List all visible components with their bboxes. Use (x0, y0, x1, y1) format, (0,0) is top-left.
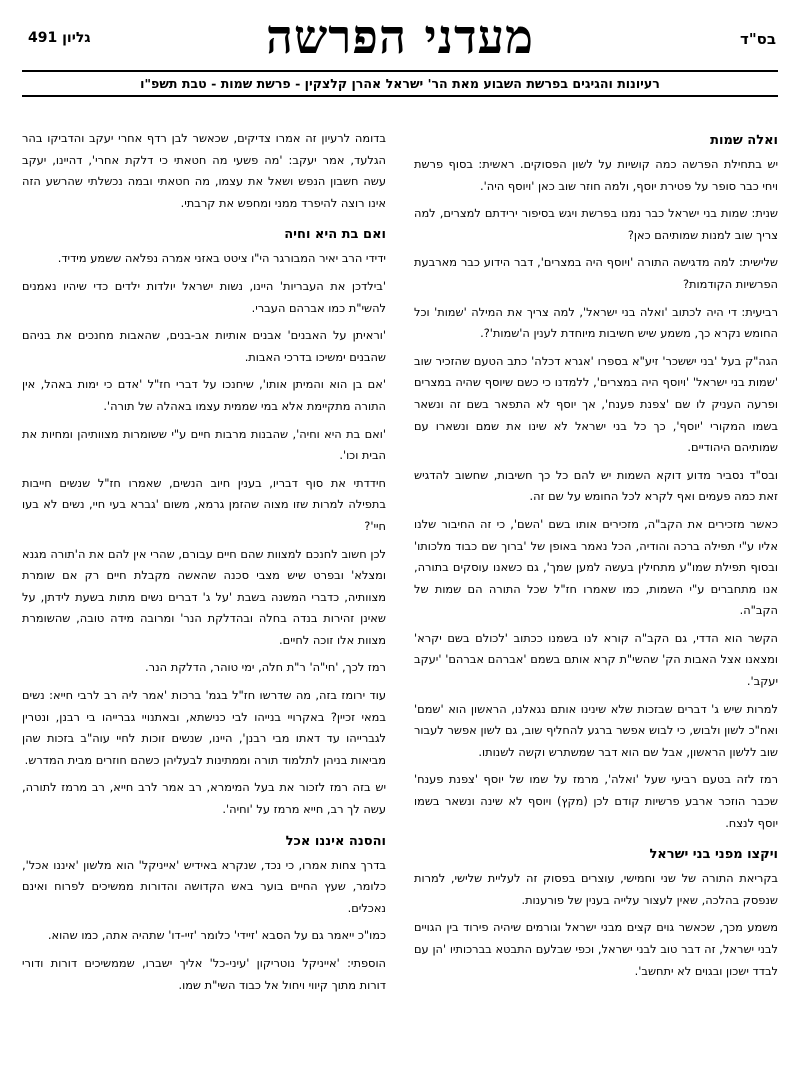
paragraph: 'וראיתן על האבנים' אבנים אותיות אב-בנים, שהאבות מחנכים את בניהם שהבנים ימשיכו בדרכי האבות. (22, 328, 386, 364)
paragraph: הקשר הוא הדדי, גם הקב"ה קורא לנו בשמנו ככתוב 'לכולם בשם יקרא' ומצאנו אצל האבות הק' שהשי"ת קרא אותם בשמם 'אברהם אברהם' 'יעקב יעקב'. (414, 630, 778, 689)
paragraph: עוד ירומז בזה, מה שדרשו חז"ל בגמ' ברכות 'אמר ליה רב לרבי חייא: נשים במאי זכיין? באקרויי בנייהו לבי כנישתא, ובאתנויי גברייהו בי רבנן, ונטרין לגברייהו עד דאתו מבי רבנן', היינו, שנשים זוכות לחיי עוה"ב בזכות שהן מביאות בניהן לתלמוד תורה וממתינות לבעליהן כשהם חוזרים מבית המדרש. (22, 688, 386, 767)
paragraph: ובס"ד נסביר מדוע דוקא השמות יש להם כל כך חשיבות, שחשוב להדגיש זאת כמה פעמים ואף לקרא לכל החומש על שם זה. (414, 467, 778, 504)
paragraph: לכן חשוב לחנכם למצוות שהם חיים עבורם, שהרי אין להם את ה'תורה מגנא ומצלא' ובפרט שיש מצבי סכנה שהאשה מקבלת חיים רק אם שומרת מצוותיה, כדברי המשנה בשבת 'על ג' דברים נשים מתות בשעת לידתן, על שאינן זהירות בנדה בחלה ובהדלקת הנר' ומרובה מידה טובה, שהשומרת מצוות אלו זוכה לחיים. (22, 546, 386, 647)
paragraph: כמו"כ ייאמר גם על הסבא 'זיידי' כלומר 'זיי-דו' שתהיה אתה, כמו שהוא. (47, 928, 386, 943)
right-column (414, 128, 778, 1079)
paragraph: שנית: שמות בני ישראל כבר נמנו בפרשת ויגש בסיפור ירידתם למצרים, למה צריך שוב למנות שמותיהם כאן? (414, 206, 778, 242)
paragraph: שלישית: למה מדגישה התורה 'ויוסף היה במצרים', דבר הידוע כבר מארבעת הפרשיות הקודמות? (414, 255, 778, 291)
paragraph: רמז לזה בטעם רביעי שעל 'ואלה', מרמז על שמו של יוסף 'צפנת פענח' שכבר הוזכר ארבע פרשיות קודם לכן (מקץ) ויוסף לא שינה ונשאר בשמו יוסף לנצח. (414, 772, 778, 830)
paragraph: הוספתי: 'אייניקל נוטריקון 'עיני-כל' אליך ישברו, שממשיכים דורות ודורי דורות מתוך קיווי ויחול אל כבוד השי"ת שמו. (22, 956, 386, 992)
paragraph: כאשר מזכירים את הקב"ה, מזכירים אותו בשם 'השם', כי זה החיבור שלנו אליו ע"י תפילה ברכה והודיה, הכל נאמר באופן של 'ברוך שם כבוד מלכותו' ובסוף תפילת שמו"ע מתחילין בעשה למען שמך', גם כשאנו עוסקים בתורה, אנו מתחברים ע"י השמות, כמו שאמרו חז"ל שכל התורה הם שמות של הקב"ה. (414, 516, 778, 618)
paragraph: הגה"ק בעל 'בני יששכר' זיע"א בספרו 'אגרא דכלה' כתב הטעם שהזכיר שוב 'שמות בני ישראל' 'ויוסף היה במצרים', ללמדנו כי כשם שיוסף שהיה במצרים ופרעה העניק לו שם 'צפנת פענח', אך יוסף לא התפאר בשם זה ונשאר בשמו המקורי 'יוסף', כך כל בני ישראל לא שינו את שמם ונשארו עם שמותיהם היהודיים. (414, 353, 778, 455)
paragraph: רביעית: די היה לכתוב 'ואלה בני ישראל', למה צריך את המילה 'שמות' וכל החומש נקרא כך, משמע שיש חשיבות מיוחדת לענין ה'שמות'?. (414, 304, 778, 341)
paragraph: חידדתי את סוף דבריו, בענין חיוב הנשים, שאמרו חז"ל שנשים חייבות בתפילה למרות שזו מצוה שהזמן גרמא, משום 'גברא בעי חיי, נשים לא בעו חיי'? (22, 475, 386, 533)
paragraph: בדרך צחות אמרו, כי נכד, שנקרא באידיש 'אייניקל' הוא מלשון 'איננו אכל', כלומר, שעץ החיים בוער באש הקדושה והדורות ממשיכים לפרוח ואינם נאכלים. (22, 857, 386, 915)
newsletter-title: מעדני הפרשה (265, 10, 535, 65)
section-heading: והסנה איננו אכל (285, 833, 386, 849)
section-heading: ואלה שמות (710, 133, 778, 148)
article-columns (22, 128, 778, 1079)
section-heading: ויקצו מפני בני ישראל (649, 847, 778, 863)
issue-number: גליון 491 (28, 30, 91, 46)
subtitle-bar: רעיונות והגיגים בפרשת השבוע מאת הר' ישראל אהרן קלצקין - פרשת שמות - טבת תשפ"ו (22, 70, 778, 97)
paragraph: 'אם בן הוא והמיתן אותו', שיחנכו על דברי חז"ל 'אדם כי ימות באהל, אין התורה מתקיימת אלא במי שממית עצמו באהלה של תורה'. (22, 377, 386, 413)
section-heading: ואם בת היא וחיה (284, 227, 386, 243)
paragraph: ידידי הרב יאיר המבורגר הי"ו ציטט באזני אמרה נפלאה ששמע מידיד. (57, 251, 386, 266)
paragraph: למרות שיש ג' דברים שבזכות שלא שינינו אותם נגאלנו, הראשון הוא 'שמם' ואח"כ לשון ולבוש, כי לבוש אפשר ברגע להחליף שוב, גם לשון אפשר לעבור שוב ללשון הראשון, אבל שם הוא דבר שמשתרש וקשה לשנותו. (414, 701, 778, 759)
paragraph: יש בזה רמז לזכור את בעל המימרא, רב אמר לרב חייא, רב מרמז לתורה, עשה לך רב, חייא מרמז על 'וחיה'. (22, 780, 386, 817)
paragraph: בדומה לרעיון זה אמרו צדיקים, שכאשר לבן רדף אחרי יעקב והדביקו בהר הגלעד, אמר יעקב: 'מה פשעי מה חטאתי כי דלקת אחרי', דהיינו, יעקב עשה חשבון הנפש ושאל את עצמו, מה חטאתי ובמה נכשלתי שהרשע הזה אינו רוצה להיפרד ממני ומחפש את קרבתי. (22, 131, 386, 210)
paragraph: יש בתחילת הפרשה כמה קושיות על לשון הפסוקים. ראשית: בסוף פרשת ויחי כבר סופר על פטירת יוסף, ולמה חוזר שוב כאן 'ויוסף היה'. (414, 157, 778, 193)
masthead (22, 8, 778, 70)
paragraph: רמז לכך, 'חי"ה' ר"ת חלה, ימי טוהר, הדלקת הנר. (145, 660, 386, 675)
paragraph: 'בילדכן את העבריות' היינו, נשות ישראל יולדות ילדים כדי שיהיו נאמנים להשי"ת כמו אברהם העברי. (22, 278, 386, 315)
bsd-mark: בס"ד (740, 30, 776, 48)
paragraph: בקריאת התורה של שני וחמישי, עוצרים בפסוק זה לעליית שלישי, למרות שנפסק בהלכה, שאין לעצור עלייה בענין של פורענות. (414, 871, 778, 907)
left-column (22, 128, 386, 1079)
paragraph: 'ואם בת היא וחיה', שהבנות מרבות חיים ע"י ששומרות מצוותיהן ומחיות את הבית וכו'. (22, 426, 386, 463)
paragraph: משמע מכך, שכאשר גוים קצים מבני ישראל וגורמים שיהיה פירוד בין הגויים לבני ישראל, זה דבר טוב לבני ישראל, וכפי שבלעם התבטא בברכותיו 'הן עם לבדד ישכון ובגוים לא יתחשב'. (414, 920, 778, 978)
